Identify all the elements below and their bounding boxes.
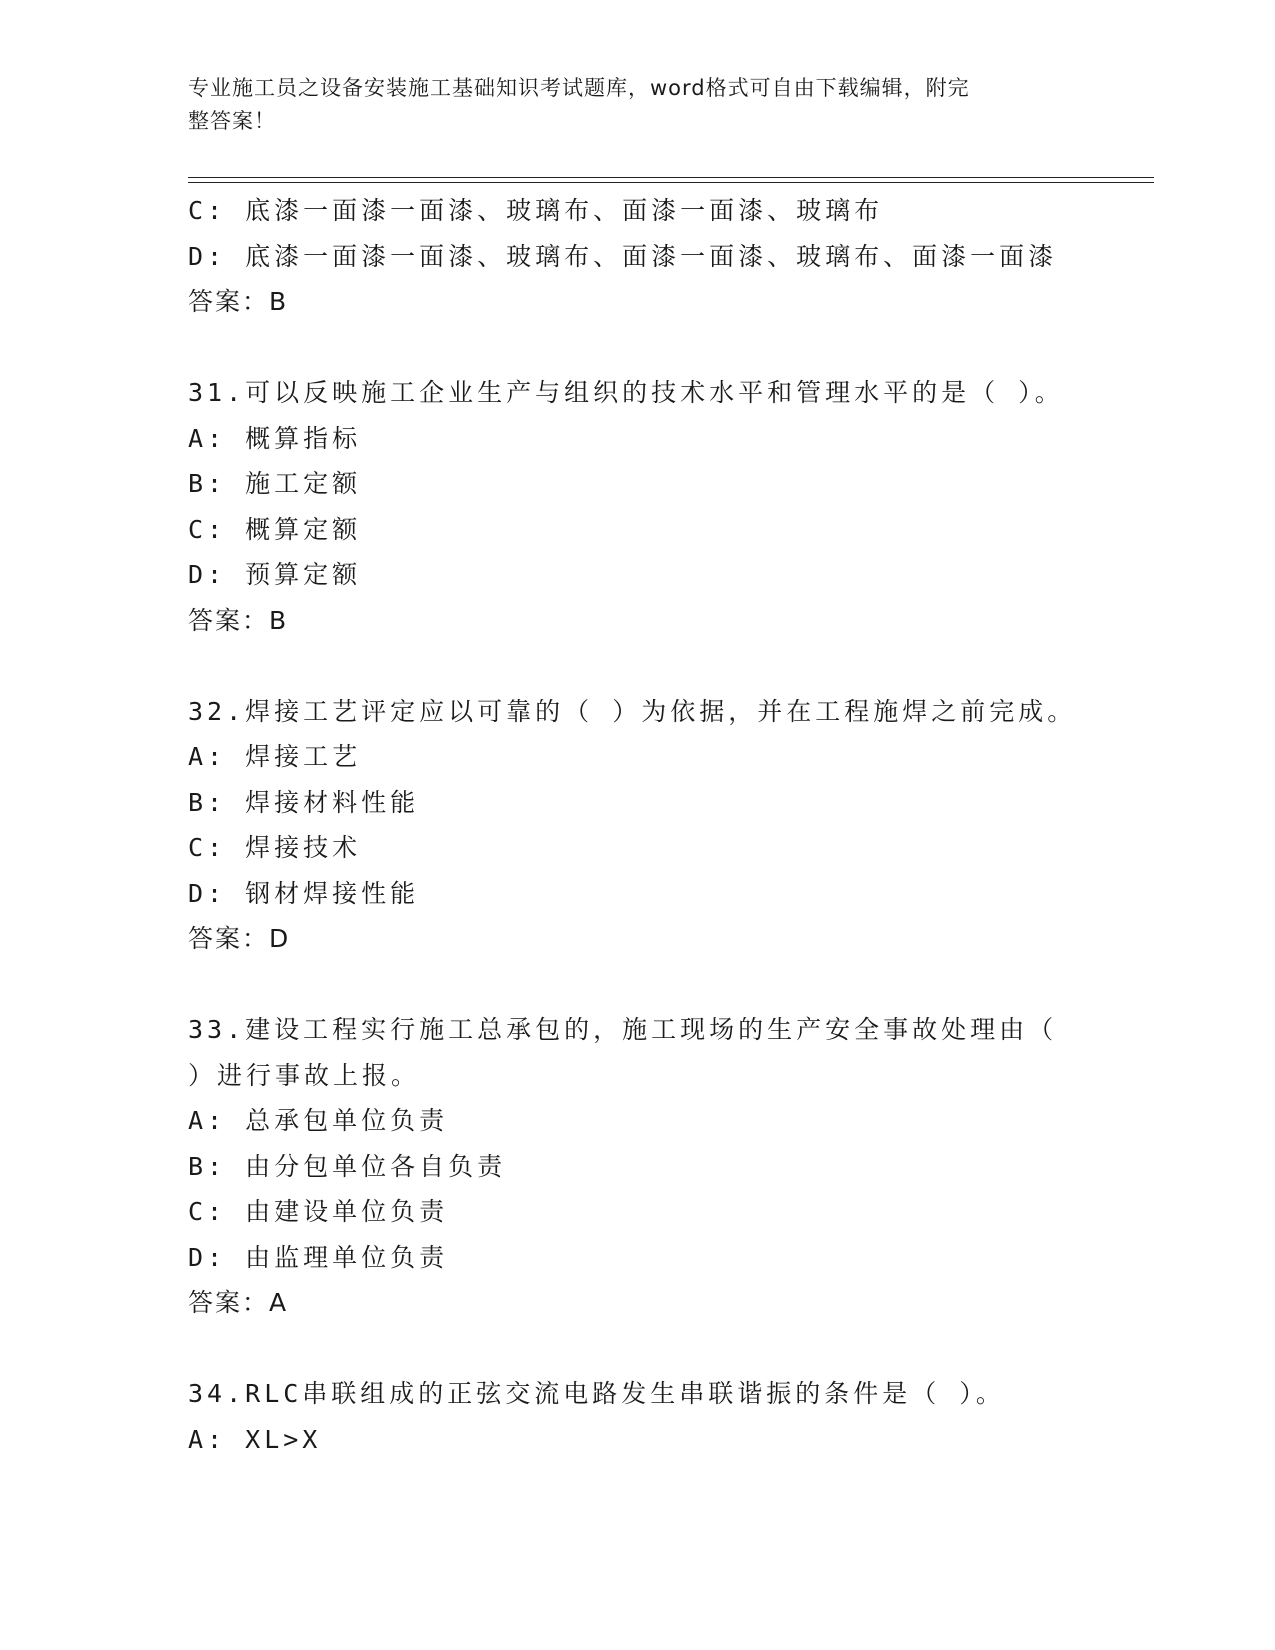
option-d: D: 预算定额 xyxy=(188,560,362,589)
option-a: A: 焊接工艺 xyxy=(188,742,362,771)
option-d: D: 底漆一面漆一面漆、玻璃布、面漆一面漆、玻璃布、面漆一面漆 xyxy=(188,241,1058,271)
answer: 答案：D xyxy=(188,924,291,953)
question-stem: 34.RLC串联组成的正弦交流电路发生串联谐振的条件是（ ）。 xyxy=(188,1379,1005,1408)
question-stem: 31.可以反映施工企业生产与组织的技术水平和管理水平的是（ ）。 xyxy=(188,378,1064,407)
question-33 xyxy=(188,1007,1078,1326)
option-c: C: 焊接技术 xyxy=(188,833,362,862)
question-30-tail xyxy=(188,188,1078,325)
spacer xyxy=(188,1326,1078,1372)
question-32 xyxy=(188,689,1078,962)
header-line-2: 整答案！ xyxy=(188,109,276,133)
spacer xyxy=(188,962,1078,1008)
header-line-1: 专业施工员之设备安装施工基础知识考试题库，word格式可自由下载编辑，附完 xyxy=(188,76,970,100)
option-b: B: 由分包单位各自负责 xyxy=(188,1151,507,1181)
header-divider-bottom xyxy=(188,182,1154,183)
option-c: C: 概算定额 xyxy=(188,514,362,544)
answer: 答案：B xyxy=(188,605,289,635)
question-31 xyxy=(188,370,1078,643)
option-b: B: 施工定额 xyxy=(188,469,362,498)
option-d: D: 钢材焊接性能 xyxy=(188,878,420,908)
spacer xyxy=(188,643,1078,689)
question-stem: 32.焊接工艺评定应以可靠的（ ）为依据，并在工程施焊之前完成。 xyxy=(188,696,1077,726)
option-c: C: 由建设单位负责 xyxy=(188,1197,449,1226)
header-divider-top xyxy=(188,177,1154,178)
question-34 xyxy=(188,1371,1078,1462)
question-list xyxy=(188,188,1078,1462)
question-stem-line-2: ）进行事故上报。 xyxy=(188,1060,421,1090)
document-header xyxy=(188,72,1068,138)
answer: 答案：A xyxy=(188,1288,289,1317)
option-a: A: 概算指标 xyxy=(188,423,362,453)
option-b: B: 焊接材料性能 xyxy=(188,787,420,817)
option-a: A: 总承包单位负责 xyxy=(188,1106,449,1135)
option-a: A: XL>X xyxy=(188,1424,322,1454)
answer: 答案：B xyxy=(188,287,289,316)
option-d: D: 由监理单位负责 xyxy=(188,1242,449,1272)
option-c: C: 底漆一面漆一面漆、玻璃布、面漆一面漆、玻璃布 xyxy=(188,196,884,225)
spacer xyxy=(188,325,1078,371)
question-stem-line-1: 33.建设工程实行施工总承包的，施工现场的生产安全事故处理由（ xyxy=(188,1015,1058,1044)
